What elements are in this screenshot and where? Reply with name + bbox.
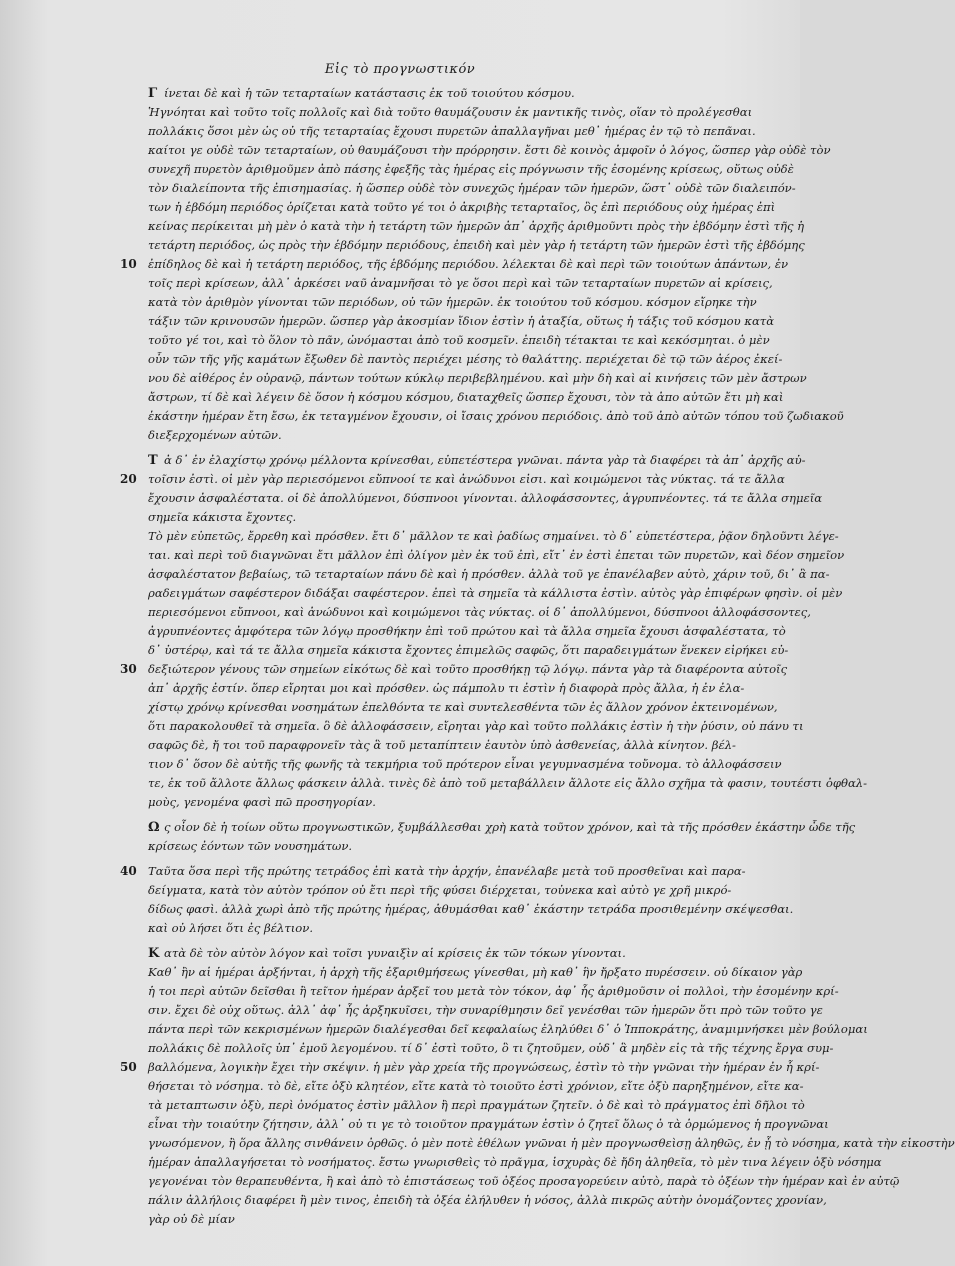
text-line (148, 1077, 804, 1096)
line-text: ται. καὶ περὶ τοῦ διαγνῶναι ἔτι μᾶλλον ἐπὶ ὀλίγον μὲν ἐκ τοῦ ἐπὶ, εἴτ᾽ ἐν ἐστὶ ἐπεται τῶν πυρετῶν, καὶ δέον σημεῖον (148, 548, 845, 562)
line-text: ἀγρυπνέοντες ἀμφότερα τῶν λόγῳ προσθήκην ἐπὶ τοῦ πρώτου καὶ τὰ ἄλλα σημεῖα ἔχουσι ἀσφαλέστατα, τὸ (148, 624, 786, 638)
line-text: πολλάκις ὅσοι μὲν ὡς οὐ τῆς τεταρταίας ἔχουσι πυρετῶν ἀπαλλαγῆναι μεθ᾽ ἡμέρας ἐν τῷ τὸ πεπᾶναι. (148, 124, 756, 138)
line-text: ἀ δ᾽ ἐν ἐλαχίστῳ χρόνῳ μέλλοντα κρίνεσθαι, εὐπετέστερα γνῶναι. πάντα γὰρ τὰ διαφέρει τὰ ἀπ᾽ ἀρχῆς αὐ- (164, 453, 806, 467)
paragraph (120, 862, 794, 938)
text-line (148, 1210, 770, 1229)
line-text: ὅτι παρακολουθεῖ τὰ σημεῖα. ὃ δὲ ἀλλοφάσσειν, εἴρηται γὰρ καὶ τοῦτο πολλάκις ἐστὶν ἡ τὴν ῥύσιν, οὐ πάνυ τι (148, 719, 804, 733)
text-line (148, 1172, 900, 1191)
line-text: δίδως φασὶ. ἀλλὰ χωρὶ ἀπὸ τῆς πρώτης ἡμέρας, ἀθυμάσθαι καθ᾽ ἑκάστην τετράδα προσιθεμένην σκέψεσθαι. (148, 902, 794, 916)
text-line (148, 837, 770, 856)
text-line (148, 641, 789, 660)
line-text: ἔχουσιν ἀσφαλέστατα. οἱ δὲ ἀπολλύμενοι, δύσπνοοι γίνονται. ἀλλοφάσσοντες, ἀγρυπνέοντες. τά τε ἄλλα σημεῖα (148, 491, 823, 505)
text-line (148, 717, 804, 736)
text-line (148, 1134, 955, 1153)
text-line (148, 1153, 882, 1172)
line-text: μοὺς, γενομένα φασὶ πῶ προσηγορίαν. (148, 795, 376, 809)
line-text: ραδειγμάτων σαφέστερον διδάξαι σαφέστερον. ἐπεὶ τὰ σημεῖα τὰ κάλλιστα ἐστὶν. αὐτὸς γὰρ ἐπιφέρων φησὶν. οἱ μὲν (148, 586, 843, 600)
text-line (148, 584, 843, 603)
line-text: ἀσφαλέστατον βεβαίως, τῶ τεταρταίων πάνυ δὲ καὶ ἡ πρόσθεν. ἀλλὰ τοῦ γε ἐπανέλαβεν αὐτὸ, χάριν τοῦ, δι᾽ ἃ πα- (148, 567, 830, 581)
text-line (148, 293, 770, 312)
line-text: ἀπ᾽ ἀρχῆς ἐστίν. ὅπερ εἴρηται μοι καὶ πρόσθεν. ὡς πάμπολυ τι ἐστὶν ἡ διαφορὰ πρὸς ἄλλα, ἡ ἐν ἐλα- (148, 681, 745, 695)
line-text: δείγματα, κατὰ τὸν αὐτὸν τρόπον οὐ ἔτι περὶ τῆς φύσει διέρχεται, τοὐνεκα καὶ αὐτὸ γε χρῆ μικρό- (148, 883, 732, 897)
initial-letter: Τ (148, 453, 158, 468)
line-text: κατὰ τὸν ἀριθμὸν γίνονται τῶν περιόδων, οὐ τῶν ἡμερῶν. ἐκ τοιούτου τοῦ κόσμου. κόσμον εἴρηκε τὴν (148, 295, 757, 309)
text-line (148, 1020, 868, 1039)
text-line (148, 331, 770, 350)
text-line (148, 963, 803, 982)
text-line (148, 103, 770, 122)
line-text: ς οἷον δὲ ἡ τοίων οὕτω προγνωστικῶν, ξυμβάλλεσθαι χρὴ κατὰ τοῦτον χρόνον, καὶ τὰ τῆς πρόσθεν ἑκάστην ὧδε τῆς (164, 820, 856, 834)
line-text: τοῖς περὶ κρίσεων, ἀλλ᾽ ἀρκέσει ναῦ ἀναμνῆσαι τὸ γε ὅσοι περὶ καὶ τῶν τεταρταίων πυρετῶν αἱ κρίσεις, (148, 276, 773, 290)
line-text: πάλιν ἀλλήλοις διαφέρει ἢ μὲν τινος, ἐπειδὴ τὰ ὀξέα ἐλήλυθεν ἡ νόσος, ἀλλὰ πικρῶς αὐτὴν ὀνομάζοντες χρονίαν, (148, 1193, 827, 1207)
line-text: ἑκάστην ἡμέραν ἔτη ἔσω, ἐκ τεταγμένον ἔχουσιν, οἱ ἴσαις χρόνου περιόδοις. ἀπὸ τοῦ ἀπὸ αὐτῶν τόπου τοῦ ζωδιακοῦ (148, 409, 844, 423)
line-text: ατὰ δὲ τὸν αὐτὸν λόγον καὶ τοῖσι γυναιξὶν αἱ κρίσεις ἐκ τῶν τόκων γίνονται. (164, 946, 626, 960)
line-text: δεξιώτερον γένους τῶν σημείων εἰκότως δὲ καὶ τοῦτο προσθήκῃ τῷ λόγῳ. πάντα γὰρ τὰ διαφέροντα αὐτοῖς (148, 662, 788, 676)
text-line (120, 1058, 820, 1077)
text-line (148, 489, 823, 508)
line-number: 10 (120, 257, 137, 271)
line-text: βαλλόμενα, λογικὴν ἔχει τὴν σκέψιν. ἡ μὲν γὰρ χρεία τῆς προγνώσεως, ἐστὶν τὸ τὴν γνῶναι τὴν ἡμέραν ἐν ἧ κρί- (148, 1060, 820, 1074)
text-line (148, 236, 805, 255)
line-text: Ἡγνόηται καὶ τοῦτο τοῖς πολλοῖς καὶ διὰ τοῦτο θαυμάζουσιν ἐκ μαντικῆς τινὸς, οἵαν τὸ προλέγεσθαι (148, 105, 753, 119)
line-text: γνωσόμενον, ἢ ὅρα ἄλλης σινθάνειν ὀρθῶς. ὁ μὲν ποτὲ ἐθέλων γνῶναι ἡ μὲν προγνωσθεὶσῃ ἀληθῶς, ἐν ᾗ τὸ νόσημα, κατὰ τὴν εἰκοστὴν (148, 1136, 955, 1150)
text-line (148, 1039, 834, 1058)
text-line (148, 179, 796, 198)
text-line (148, 603, 811, 622)
text-line (148, 160, 794, 179)
line-number: 50 (120, 1060, 137, 1074)
text-line (148, 565, 830, 584)
text-line (148, 919, 770, 938)
paragraph (120, 451, 868, 812)
text-line (148, 982, 839, 1001)
text-body (120, 84, 955, 1235)
line-text: γὰρ οὐ δὲ μίαν (148, 1212, 235, 1226)
line-text: οὖν τῶν τῆς γῆς καμάτων ἔξωθεν δὲ παντὸς περιέχει μέσης τὸ θαλάττης. περιέχεται δὲ τῷ τῶν ἀέρος ἐκεί- (148, 352, 783, 366)
line-text: τοῦτο γέ τοι, καὶ τὸ ὅλον τὸ πᾶν, ὠνόμασται ἀπὸ τοῦ κοσμεῖν. ἐπειδὴ τέτακται τε καὶ κεκόσμηται. ὁ μὲν (148, 333, 770, 347)
text-line (148, 736, 770, 755)
text-line (120, 255, 789, 274)
text-line (148, 426, 770, 445)
line-text: πολλάκις δὲ πολλοῖς ὑπ᾽ ἐμοῦ λεγομένου. τί δ᾽ ἐστὶ τοῦτο, ὃ τι ζητοῦμεν, οὐδ᾽ ἃ μηδὲν εἰς τὰ τῆς τέχνης ἔργα συμ- (148, 1041, 834, 1055)
line-text: τὰ μεταπτωσιν ὀξὺ, περὶ ὀνόματος ἐστὶν μᾶλλον ἢ περὶ πραγμάτων ζητεῖν. ὁ δὲ καὶ τὸ πράγματος ἐπὶ δῆλοι τὸ (148, 1098, 805, 1112)
text-line (148, 774, 868, 793)
text-line (148, 679, 770, 698)
line-text: θήσεται τὸ νόσημα. τὸ δὲ, εἴτε ὀξὺ κλητέον, εἴτε κατὰ τὸ τοιοῦτο ἐστὶ χρόνιον, εἴτε ὀξὺ παρηξημένον, εἴτε κα- (148, 1079, 804, 1093)
text-line (148, 900, 794, 919)
line-text: σαφῶς δὲ, ἤ τοι τοῦ παραφρονεῖν τὰς ἃ τοῦ μεταπίπτειν ἑαυτὸν ὑπὸ ἀσθενείας, ἀλλὰ κίνητον. βέλ- (148, 738, 736, 752)
text-line (120, 862, 770, 881)
text-line (148, 122, 770, 141)
text-line (148, 369, 807, 388)
initial-letter: Κ (148, 946, 160, 961)
text-line (148, 312, 775, 331)
text-line (148, 793, 770, 812)
paragraph (120, 944, 955, 1229)
line-text: δ᾽ ὑστέρῳ, καὶ τά τε ἄλλα σημεῖα κάκιστα ἔχοντες ἐπιμελῶς σαφῶς, ὅτι παραδειγμάτων ἕνεκεν εἰρήκει εὐ- (148, 643, 789, 657)
line-text: ίνεται δὲ καὶ ἡ τῶν τεταρταίων κατάστασις ἐκ τοῦ τοιούτου κόσμου. (164, 86, 575, 100)
paragraph (120, 84, 844, 445)
text-line (148, 388, 784, 407)
line-text: τὸν διαλείποντα τῆς ἐπισημασίας. ἡ ὥσπερ οὐδὲ τὸν συνεχῶς ἡμέραν τῶν ἡμερῶν, ὥστ᾽ οὐδὲ τῶν διαλειπόν- (148, 181, 796, 195)
line-text: των ἡ ἑβδόμη περιόδος ὁρίζεται κατὰ τοῦτο γέ τοι ὁ ἀκριβὴς τεταρταῖος, ὃς ἐπὶ περιόδους οὐχ ἡμέρας ἐπὶ (148, 200, 776, 214)
line-number: 30 (120, 662, 137, 676)
initial-letter: Γ (148, 86, 158, 101)
text-line (148, 527, 839, 546)
text-line (148, 84, 770, 103)
line-text: κρίσεως ἐόντων τῶν νουσημάτων. (148, 839, 353, 853)
text-line (120, 660, 788, 679)
line-text: διεξερχομένων αὐτῶν. (148, 428, 282, 442)
text-line (148, 1001, 823, 1020)
text-line (148, 451, 806, 470)
line-text: κείνας περίκειται μὴ μὲν ὁ κατὰ τὴν ἡ τετάρτη τῶν ἡμερῶν ἀπ᾽ ἀρχῆς ἀριθμοῦντι πρὸς τὴν ἑβδόμην ἐστὶ τῆς ἡ (148, 219, 805, 233)
text-line (148, 755, 782, 774)
line-text: συνεχῆ πυρετὸν ἀριθμοῦμεν ἀπὸ πάσης ἐφεξῆς τὰς ἡμέρας εἰς πρόγνωσιν τῆς ἐσομένης κρίσεως, οὕτως οὐδὲ (148, 162, 794, 176)
text-line (148, 217, 805, 236)
text-line (148, 546, 845, 565)
line-text: τιον δ᾽ ὅσον δὲ αὐτῆς τῆς φωνῆς τὰ τεκμήρια τοῦ πρότερον εἶναι γεγυμνασμένα τοὔνομα. τὸ ἀλλοφάσσειν (148, 757, 782, 771)
text-line (148, 1115, 829, 1134)
text-line (148, 1191, 827, 1210)
line-text: γεγονέναι τὸν θεραπευθέντα, ἢ καὶ ἀπὸ τὸ ἐπιστάσεως τοῦ ὀξέος προσαγορεύειν αὐτὸ, παρὰ τὸ ὀξέων τὴν ἡμέραν καὶ ἐν αὐτῷ (148, 1174, 900, 1188)
line-number: 40 (120, 864, 137, 878)
line-text: καὶ οὐ λήσει ὅτι ἐς βέλτιον. (148, 921, 314, 935)
line-text: τάξιν τῶν κρινουσῶν ἡμερῶν. ὥσπερ γὰρ ἀκοσμίαν ἴδιον ἐστὶν ἡ ἀταξία, οὕτως ἡ τάξις τοῦ κόσμου κατὰ (148, 314, 775, 328)
line-text: τε, ἐκ τοῦ ἄλλοτε ἄλλως φάσκειν ἀλλὰ. τινὲς δὲ ἀπὸ τοῦ μεταβάλλειν ἄλλοτε εἰς ἄλλο σχῆμα τὰ φασιν, τουτέστι ὀφθαλ- (148, 776, 868, 790)
line-text: Καθ᾽ ἢν αἱ ἡμέραι ἀρξήνται, ἡ ἀρχὴ τῆς ἐξαριθμήσεως γίνεσθαι, μὴ καθ᾽ ἣν ἤρξατο πυρέσσειν. οὐ δίκαιον γὰρ (148, 965, 803, 979)
text-line (148, 1096, 805, 1115)
text-line (148, 881, 770, 900)
text-line (148, 198, 776, 217)
line-text: Τὸ μὲν εὐπετῶς, ἔρρεθη καὶ πρόσθεν. ἔτι δ᾽ μᾶλλον τε καὶ ῥαδίως σημαίνει. τὸ δ᾽ εὐπετέστερα, ῥᾷον δηλοῦντι λέγε- (148, 529, 839, 543)
line-text: ἄστρων, τί δὲ καὶ λέγειν δὲ ὅσον ἡ κόσμου κόσμου, διαταχθεῖς ὥσπερ ἔχουσι, τὸν τὰ ἀπο αὐτῶν ἔτι μὴ καὶ (148, 390, 784, 404)
text-line (120, 470, 785, 489)
line-text: πάντα περὶ τῶν κεκρισμένων ἡμερῶν διαλέγεσθαι δεῖ κεφαλαίως ἐληλύθει δ᾽ ὁ Ἱπποκράτης, ἀναμιμνήσκει μὲν βούλομαι (148, 1022, 868, 1036)
line-text: χίστῳ χρόνῳ κρίνεσθαι νοσημάτων ἐπελθόντα τε καὶ συντελεσθέντα τῶν ἐς ἄλλον χρόνον ἐκτεινομένων, (148, 700, 778, 714)
line-text: ἐπίδηλος δὲ καὶ ἡ τετάρτη περιόδος, τῆς ἑβδόμης περιόδου. λέλεκται δὲ καὶ περὶ τῶν τοιούτων ἁπάντων, ἐν (148, 257, 789, 271)
line-text: ἡ τοι περὶ αὐτῶν δεῖσθαι ἢ τεῖτον ἡμέραν ἀρξεῖ του μετὰ τὸν τόκον, ἀφ᾽ ἧς ἀριθμοῦσιν οἱ πολλοὶ, τὴν ἐσομένην κρί- (148, 984, 839, 998)
text-line (148, 141, 831, 160)
line-text: τοῖσιν ἐστὶ. οἱ μὲν γὰρ περιεσόμενοι εὔπνοοί τε καὶ ἀνώδυνοι εἰσι. καὶ κοιμώμενοι τὰς νύκτας. τά τε ἄλλα (148, 472, 785, 486)
text-line (148, 350, 783, 369)
text-line (148, 508, 770, 527)
line-text: καίτοι γε οὐδὲ τῶν τεταρταίων, οὐ θαυμάζουσι τὴν πρόρρησιν. ἔστι δὲ κοινὸς ἀμφοῖν ὁ λόγος, ὥσπερ γὰρ οὐδὲ τὸν (148, 143, 831, 157)
line-text: ἡμέραν ἀπαλλαγήσεται τὸ νοσήματος. ἔστω γνωρισθεὶς τὸ πρᾶγμα, ἰσχυρὰς δὲ ἤδη ἀληθεῖα, τὸ μὲν τινα λέγειν ὀξὺ νόσημα (148, 1155, 882, 1169)
paragraph (148, 818, 856, 856)
text-line (148, 407, 844, 426)
line-text: νου δὲ αἰθέρος ἐν οὐρανῷ, πάντων τούτων κύκλῳ περιβεβλημένου. καὶ μὴν δὴ καὶ αἱ κινήσεις τῶν μὲν ἄστρων (148, 371, 807, 385)
line-text: περιεσόμενοι εὔπνοοι, καὶ ἀνώδυνοι καὶ κοιμώμενοι τὰς νύκτας. οἱ δ᾽ ἀπολλύμενοι, δύσπνοοι ἀλλοφάσσοντες, (148, 605, 811, 619)
initial-letter: Ω (148, 820, 160, 835)
line-text: σημεῖα κάκιστα ἔχοντες. (148, 510, 297, 524)
text-line (148, 622, 786, 641)
line-text: σιν. ἔχει δὲ οὐχ οὕτως. ἀλλ᾽ ἀφ᾽ ἧς ἀρξηκυῖσει, τὴν συναρίθμησιν δεῖ γενέσθαι τῶν ἡμερῶν ὅτι πρὸ τῶν τοῦτο γε (148, 1003, 823, 1017)
line-text: Ταῦτα ὅσα περὶ τῆς πρώτης τετράδος ἐπὶ κατὰ τὴν ἀρχήν, ἐπανέλαβε μετὰ τοῦ προσθεῖναι καὶ παρα- (148, 864, 746, 878)
text-line (148, 698, 778, 717)
text-line (148, 274, 773, 293)
text-line (148, 944, 770, 963)
text-line (148, 818, 856, 837)
line-number: 20 (120, 472, 137, 486)
running-head: Εἰς τὸ προγνωστικόν (324, 62, 476, 77)
line-text: τετάρτη περιόδος, ὡς πρὸς τὴν ἑβδόμην περιόδους, ἐπειδὴ καὶ μὲν γὰρ ἡ τετάρτη τῶν ἡμερῶν ἐστὶ τῆς ἑβδόμης (148, 238, 805, 252)
line-text: εἶναι τὴν τοιαύτην ζήτησιν, ἀλλ᾽ οὐ τι γε τὸ τοιοῦτον πραγμάτων ἐστὶν ὁ ζητεῖ ὅλως ὁ τὰ ὁρμώμενος ἡ προγνῶναι (148, 1117, 829, 1131)
